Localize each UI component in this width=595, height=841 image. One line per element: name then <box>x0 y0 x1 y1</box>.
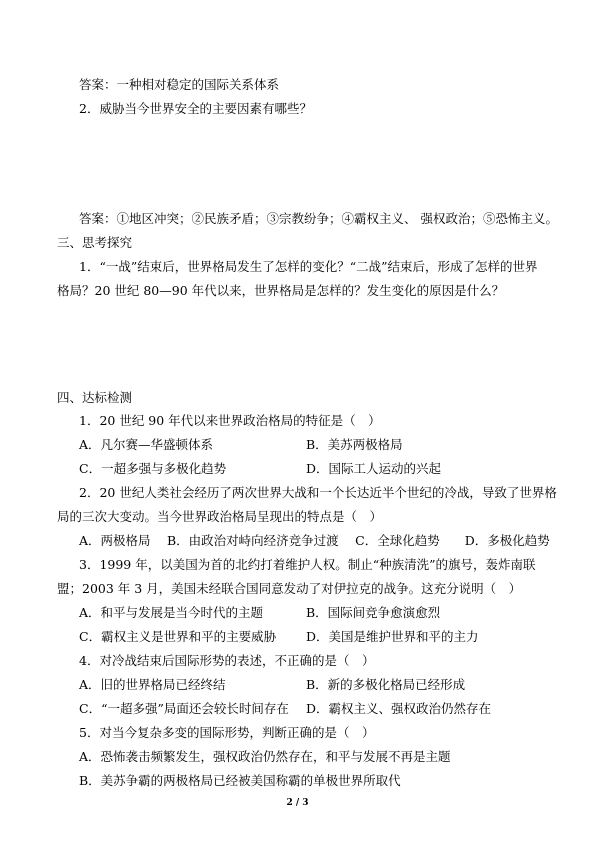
answer-1: 答案：一种相对稳定的国际关系体系 <box>79 77 280 92</box>
section-3-question-line-2: 格局？20 世纪 80—90 年代以来，世界格局是怎样的？发生变化的原因是什么？ <box>57 283 505 298</box>
q3-option-c: C．霸权主义是世界和平的主要威胁 <box>79 629 277 644</box>
q1-option-b: B．美苏两极格局 <box>306 437 403 452</box>
q3-stem-line-2: 盟；2003 年 3 月，美国未经联合国同意发动了对伊拉克的战争。这充分说明（ ） <box>57 581 522 596</box>
q2-stem-line-1: 2．20 世纪人类社会经历了两次世界大战和一个长达近半个世纪的冷战，导致了世界格 <box>79 485 557 500</box>
page-number: 2 / 3 <box>286 798 309 808</box>
q1-stem: 1．20 世纪 90 年代以来世界政治格局的特征是（ ） <box>79 413 381 428</box>
section-3-question-line-1: 1．“一战”结束后，世界格局发生了怎样的变化？“二战”结束后，形成了怎样的世界 <box>79 259 538 274</box>
q5-option-b: B．美苏争霸的两极格局已经被美国称霸的单极世界所取代 <box>79 773 401 788</box>
section-4-heading: 四、达标检测 <box>57 390 133 405</box>
q3-option-a: A．和平与发展是当今时代的主题 <box>79 605 264 620</box>
q4-stem: 4．对冷战结束后国际形势的表述，不正确的是（ ） <box>79 653 375 668</box>
q3-stem-line-1: 3．1999 年，以美国为首的北约打着维护人权。制止“种族清洗”的旗号，轰炸南联 <box>79 557 536 572</box>
q4-option-a: A．旧的世界格局已经终结 <box>79 677 226 692</box>
q2-options: A．两极格局 B．由政治对峙向经济竞争过渡 C．全球化趋势 D．多极化趋势 <box>79 533 550 548</box>
q1-option-d: D．国际工人运动的兴起 <box>306 461 442 476</box>
question-2: 2．威胁当今世界安全的主要因素有哪些？ <box>79 101 312 116</box>
section-3-heading: 三、思考探究 <box>57 235 133 250</box>
q3-option-d: D．美国是维护世界和平的主力 <box>306 629 479 644</box>
q4-option-b: B．新的多极化格局已经形成 <box>306 677 466 692</box>
q1-option-a: A．凡尔赛—华盛顿体系 <box>79 437 214 452</box>
q5-stem: 5．对当今复杂多变的国际形势，判断正确的是（ ） <box>79 725 375 740</box>
q4-option-d: D．霸权主义、强权政治仍然存在 <box>306 701 492 716</box>
q2-stem-line-2: 局的三次大变动。当今世界政治格局呈现出的特点是（ ） <box>57 509 383 524</box>
q4-option-c: C．“一超多强”局面还会较长时间存在 <box>79 701 289 716</box>
q5-option-a: A．恐怖袭击频繁发生，强权政治仍然存在，和平与发展不再是主题 <box>79 749 451 764</box>
q1-option-c: C．一超多强与多极化趋势 <box>79 461 227 476</box>
q3-option-b: B．国际间竞争愈演愈烈 <box>306 605 441 620</box>
answer-2: 答案：①地区冲突；②民族矛盾；③宗教纷争；④霸权主义、 强权政治；⑤恐怖主义。 <box>79 211 558 226</box>
